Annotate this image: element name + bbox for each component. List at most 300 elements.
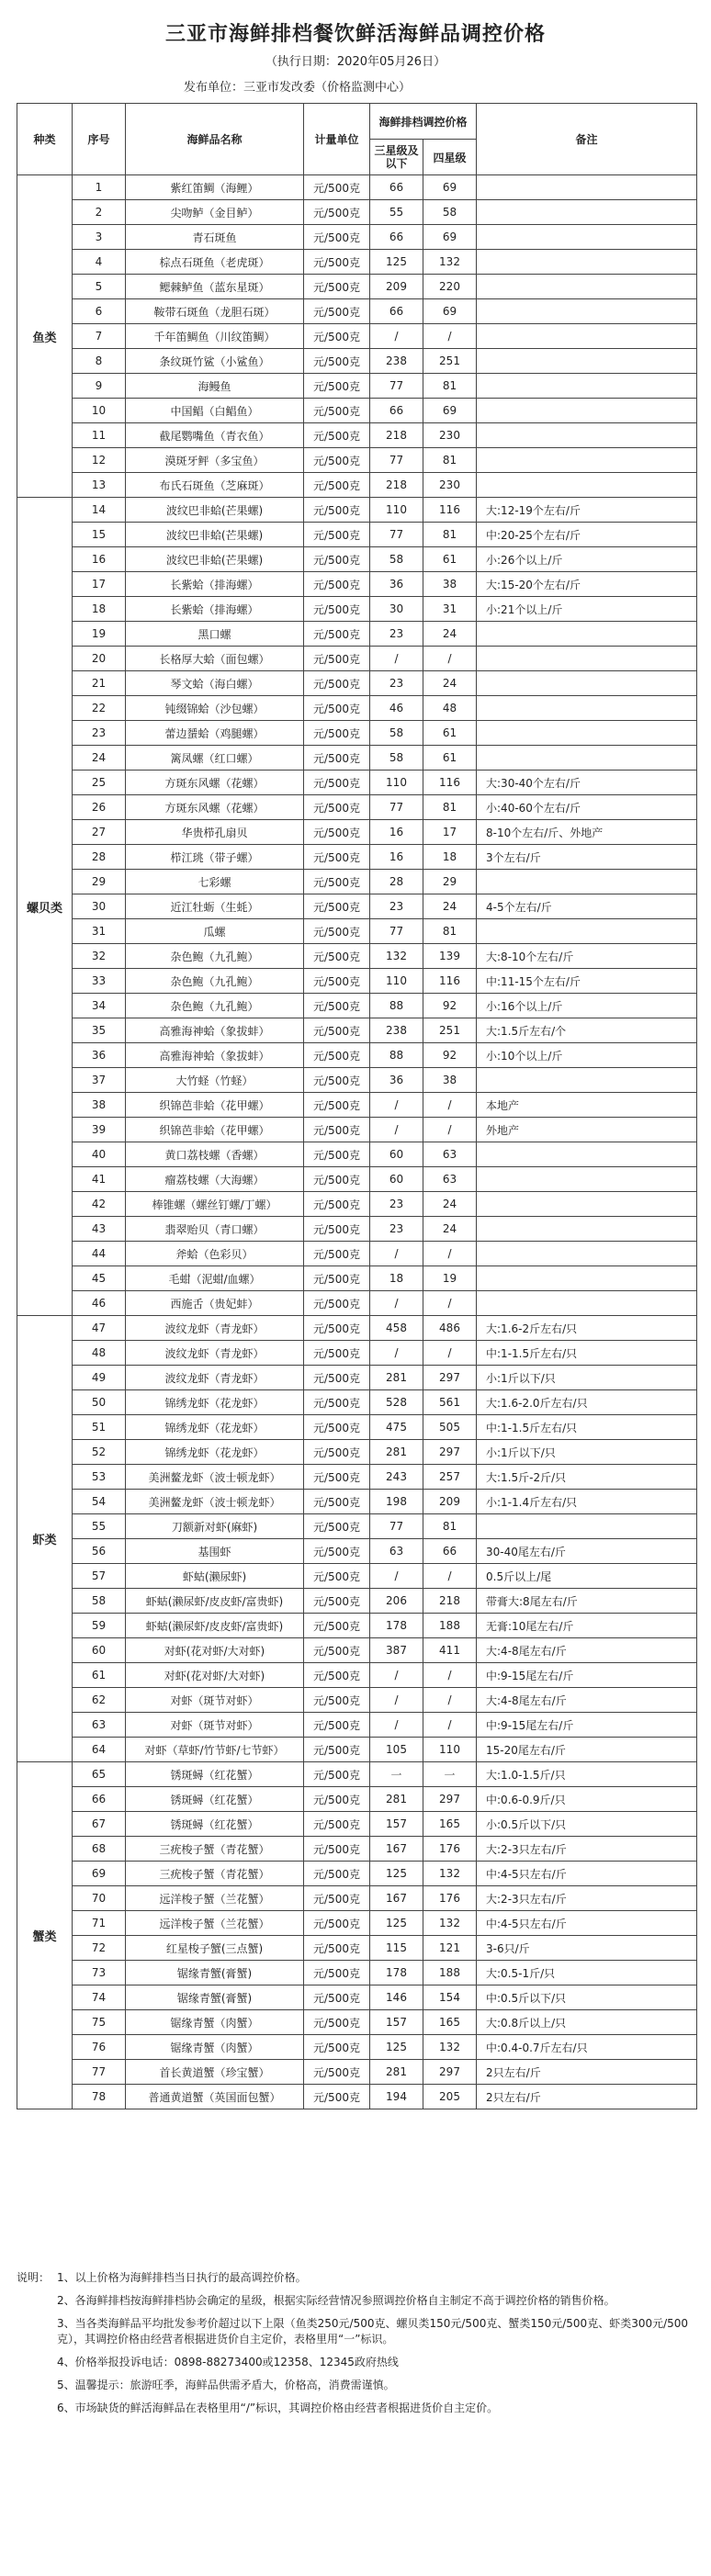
tier3-cell: 475: [370, 1415, 423, 1440]
note-cell: 无膏:10尾左右/斤: [477, 1614, 697, 1638]
table-row: [17, 1465, 697, 1490]
name-cell: 美洲鳌龙虾（波士顿龙虾）: [126, 1490, 304, 1514]
category-cell: 鱼类: [17, 175, 73, 498]
table-row: [17, 324, 697, 349]
tier3-cell: /: [370, 1341, 423, 1366]
index-cell: 66: [73, 1787, 126, 1812]
index-cell: 31: [73, 919, 126, 944]
name-cell: 美洲鳌龙虾（波士顿龙虾）: [126, 1465, 304, 1490]
tier4-cell: 110: [423, 1738, 477, 1762]
index-cell: 28: [73, 845, 126, 870]
index-cell: 8: [73, 349, 126, 374]
note-cell: [477, 423, 697, 448]
index-cell: 46: [73, 1291, 126, 1316]
name-cell: 锯缘青蟹(膏蟹): [126, 1961, 304, 1985]
note-cell: [477, 721, 697, 746]
index-cell: 63: [73, 1713, 126, 1738]
table-row: [17, 647, 697, 671]
table-row: [17, 1266, 697, 1291]
unit-cell: 元/500克: [304, 1490, 370, 1514]
tier3-cell: 46: [370, 696, 423, 721]
index-cell: 18: [73, 597, 126, 622]
name-cell: 鳃棘鲈鱼（蓝东星斑）: [126, 275, 304, 299]
table-row: [17, 1738, 697, 1762]
unit-cell: 元/500克: [304, 1985, 370, 2010]
note-cell: [477, 324, 697, 349]
index-cell: 6: [73, 299, 126, 324]
unit-cell: 元/500克: [304, 473, 370, 498]
note-item: [17, 2270, 696, 2286]
table-row: [17, 820, 697, 845]
tier3-cell: 110: [370, 771, 423, 795]
name-cell: 杂色鲍（九孔鲍）: [126, 944, 304, 969]
unit-cell: 元/500克: [304, 1589, 370, 1614]
name-cell: 锦绣龙虾（花龙虾）: [126, 1440, 304, 1465]
name-cell: 虾蛄(濑尿虾/皮皮虾/富贵虾): [126, 1614, 304, 1638]
name-cell: 钝缀锦蛤（沙包螺）: [126, 696, 304, 721]
table-row: [17, 746, 697, 771]
unit-cell: 元/500克: [304, 399, 370, 423]
note-item: [17, 2316, 696, 2347]
tier3-cell: /: [370, 1564, 423, 1589]
unit-cell: 元/500克: [304, 1638, 370, 1663]
note-cell: 大:1.5斤左右/个: [477, 1018, 697, 1043]
note-cell: 中:0.5斤以下/只: [477, 1985, 697, 2010]
tier3-cell: 243: [370, 1465, 423, 1490]
note-cell: 大:1.6-2.0斤左右/只: [477, 1390, 697, 1415]
tier4-cell: 116: [423, 771, 477, 795]
header-name: 海鲜品名称: [126, 104, 304, 175]
tier3-cell: 125: [370, 2035, 423, 2060]
index-cell: 16: [73, 547, 126, 572]
unit-cell: 元/500克: [304, 1415, 370, 1440]
name-cell: 毛蚶（泥蚶/血螺）: [126, 1266, 304, 1291]
note-text: 5、温馨提示：旅游旺季，海鲜品供需矛盾大，价格高，消费需谨慎。: [57, 2379, 395, 2391]
table-row: [17, 1316, 697, 1341]
tier4-cell: 63: [423, 1167, 477, 1192]
tier3-cell: 58: [370, 746, 423, 771]
name-cell: 近江牡蛎（生蚝）: [126, 894, 304, 919]
unit-cell: 元/500克: [304, 2085, 370, 2109]
tier3-cell: 281: [370, 1787, 423, 1812]
name-cell: 锯缘青蟹（肉蟹）: [126, 2010, 304, 2035]
unit-cell: 元/500克: [304, 1068, 370, 1093]
index-cell: 47: [73, 1316, 126, 1341]
table-row: [17, 2010, 697, 2035]
index-cell: 77: [73, 2060, 126, 2085]
note-cell: 8-10个左右/斤、外地产: [477, 820, 697, 845]
note-cell: 小:1斤以下/只: [477, 1440, 697, 1465]
tier3-cell: /: [370, 324, 423, 349]
index-cell: 52: [73, 1440, 126, 1465]
index-cell: 1: [73, 175, 126, 200]
index-cell: 29: [73, 870, 126, 894]
unit-cell: 元/500克: [304, 200, 370, 225]
table-row: [17, 547, 697, 572]
index-cell: 69: [73, 1862, 126, 1886]
note-cell: 中:1-1.5斤左右/只: [477, 1341, 697, 1366]
note-cell: 30-40尾左右/斤: [477, 1539, 697, 1564]
tier3-cell: 28: [370, 870, 423, 894]
note-cell: [477, 1242, 697, 1266]
note-cell: 本地产: [477, 1093, 697, 1118]
tier4-cell: 251: [423, 1018, 477, 1043]
index-cell: 9: [73, 374, 126, 399]
tier4-cell: 61: [423, 547, 477, 572]
tier4-cell: 17: [423, 820, 477, 845]
note-cell: [477, 175, 697, 200]
tier3-cell: 105: [370, 1738, 423, 1762]
note-text: 1、以上价格为海鲜排档当日执行的最高调控价格。: [57, 2271, 307, 2284]
unit-cell: 元/500克: [304, 1118, 370, 1142]
name-cell: 截尾鹦嘴鱼（青衣鱼）: [126, 423, 304, 448]
note-cell: [477, 1192, 697, 1217]
table-row: [17, 994, 697, 1018]
index-cell: 43: [73, 1217, 126, 1242]
tier3-cell: 23: [370, 1192, 423, 1217]
name-cell: 对虾（斑节对虾）: [126, 1713, 304, 1738]
unit-cell: 元/500克: [304, 1862, 370, 1886]
index-cell: 64: [73, 1738, 126, 1762]
tier4-cell: 230: [423, 473, 477, 498]
index-cell: 11: [73, 423, 126, 448]
unit-cell: 元/500克: [304, 1043, 370, 1068]
name-cell: 锦绣龙虾（花龙虾）: [126, 1415, 304, 1440]
name-cell: 波纹巴非蛤(芒果螺): [126, 547, 304, 572]
name-cell: 波纹巴非蛤(芒果螺): [126, 523, 304, 547]
tier4-cell: 18: [423, 845, 477, 870]
tier3-cell: 218: [370, 473, 423, 498]
table-row: [17, 671, 697, 696]
table-row: [17, 1341, 697, 1366]
table-row: [17, 696, 697, 721]
unit-cell: 元/500克: [304, 2010, 370, 2035]
unit-cell: 元/500克: [304, 1291, 370, 1316]
tier4-cell: 139: [423, 944, 477, 969]
note-cell: 大:12-19个左右/斤: [477, 498, 697, 523]
index-cell: 24: [73, 746, 126, 771]
unit-cell: 元/500克: [304, 1614, 370, 1638]
tier3-cell: 77: [370, 1514, 423, 1539]
table-row: [17, 423, 697, 448]
index-cell: 40: [73, 1142, 126, 1167]
note-cell: [477, 1068, 697, 1093]
table-row: [17, 1415, 697, 1440]
tier4-cell: 92: [423, 1043, 477, 1068]
unit-cell: 元/500克: [304, 795, 370, 820]
name-cell: 远洋梭子蟹（兰花蟹）: [126, 1886, 304, 1911]
header-tier4: 四星级: [423, 140, 477, 175]
tier4-cell: 81: [423, 374, 477, 399]
page-title: 三亚市海鲜排档餐饮鲜活海鲜品调控价格: [164, 23, 546, 46]
note-cell: 小:1斤以下/只: [477, 1366, 697, 1390]
name-cell: 方斑东风螺（花螺）: [126, 771, 304, 795]
tier3-cell: 36: [370, 1068, 423, 1093]
tier4-cell: /: [423, 1118, 477, 1142]
tier4-cell: 一: [423, 1762, 477, 1787]
name-cell: 三疣梭子蟹（青花蟹）: [126, 1862, 304, 1886]
name-cell: 尖吻鲈（金目鲈）: [126, 200, 304, 225]
tier3-cell: /: [370, 1663, 423, 1688]
tier4-cell: 297: [423, 1366, 477, 1390]
table-row: [17, 1291, 697, 1316]
note-cell: 中:9-15尾左右/斤: [477, 1713, 697, 1738]
tier3-cell: 146: [370, 1985, 423, 2010]
tier3-cell: 281: [370, 1366, 423, 1390]
tier4-cell: 81: [423, 523, 477, 547]
note-cell: 小:40-60个左右/斤: [477, 795, 697, 820]
name-cell: 首长黄道蟹（珍宝蟹）: [126, 2060, 304, 2085]
name-cell: 千年笛鲷鱼（川纹笛鲷）: [126, 324, 304, 349]
tier3-cell: 23: [370, 1217, 423, 1242]
name-cell: 锯缘青蟹(膏蟹): [126, 1985, 304, 2010]
table-row: [17, 2085, 697, 2109]
tier4-cell: 251: [423, 349, 477, 374]
tier4-cell: 188: [423, 1614, 477, 1638]
tier3-cell: 88: [370, 1043, 423, 1068]
index-cell: 38: [73, 1093, 126, 1118]
note-cell: [477, 1217, 697, 1242]
table-row: [17, 1812, 697, 1837]
unit-cell: 元/500克: [304, 275, 370, 299]
index-cell: 70: [73, 1886, 126, 1911]
unit-cell: 元/500克: [304, 845, 370, 870]
tier4-cell: 165: [423, 2010, 477, 2035]
note-cell: 3-6只/斤: [477, 1936, 697, 1961]
unit-cell: 元/500克: [304, 1390, 370, 1415]
tier4-cell: 297: [423, 1787, 477, 1812]
name-cell: 波纹龙虾（青龙虾）: [126, 1316, 304, 1341]
tier3-cell: 23: [370, 622, 423, 647]
table-row: [17, 1043, 697, 1068]
unit-cell: 元/500克: [304, 349, 370, 374]
table-row: [17, 1564, 697, 1589]
tier3-cell: 77: [370, 374, 423, 399]
index-cell: 3: [73, 225, 126, 250]
index-cell: 19: [73, 622, 126, 647]
table-row: [17, 1961, 697, 1985]
index-cell: 49: [73, 1366, 126, 1390]
table-row: [17, 1762, 697, 1787]
name-cell: 锈斑蟳（红花蟹）: [126, 1787, 304, 1812]
index-cell: 73: [73, 1961, 126, 1985]
index-cell: 20: [73, 647, 126, 671]
table-row: [17, 523, 697, 547]
tier4-cell: 505: [423, 1415, 477, 1440]
note-cell: 大:1.6-2斤左右/只: [477, 1316, 697, 1341]
note-text: 2、各海鲜排档按海鲜排档协会确定的星级，根据实际经营情况参照调控价格自主制定不高于调控价格的销售价格。: [57, 2294, 615, 2307]
note-cell: 小:10个以上/斤: [477, 1043, 697, 1068]
index-cell: 68: [73, 1837, 126, 1862]
table-row: [17, 1688, 697, 1713]
tier4-cell: 132: [423, 1911, 477, 1936]
index-cell: 32: [73, 944, 126, 969]
table-row: [17, 1242, 697, 1266]
tier4-cell: 61: [423, 721, 477, 746]
tier4-cell: 69: [423, 299, 477, 324]
tier3-cell: 66: [370, 225, 423, 250]
note-cell: 0.5斤以上/尾: [477, 1564, 697, 1589]
note-cell: 大:15-20个左右/斤: [477, 572, 697, 597]
name-cell: 条纹斑竹鲨（小鲨鱼）: [126, 349, 304, 374]
name-cell: 高雅海神蛤（象拔蚌）: [126, 1043, 304, 1068]
note-cell: 大:1.0-1.5斤/只: [477, 1762, 697, 1787]
tier3-cell: 167: [370, 1886, 423, 1911]
table-row: [17, 1985, 697, 2010]
tier3-cell: 387: [370, 1638, 423, 1663]
table-row: [17, 1068, 697, 1093]
tier4-cell: 116: [423, 969, 477, 994]
table-row: [17, 1886, 697, 1911]
unit-cell: 元/500克: [304, 870, 370, 894]
note-cell: 中:9-15尾左右/斤: [477, 1663, 697, 1688]
name-cell: 刀额新对虾(麻虾): [126, 1514, 304, 1539]
index-cell: 36: [73, 1043, 126, 1068]
note-cell: [477, 696, 697, 721]
index-cell: 51: [73, 1415, 126, 1440]
table-row: [17, 299, 697, 324]
index-cell: 72: [73, 1936, 126, 1961]
tier3-cell: 209: [370, 275, 423, 299]
tier3-cell: 178: [370, 1614, 423, 1638]
tier4-cell: 69: [423, 399, 477, 423]
note-cell: [477, 622, 697, 647]
unit-cell: 元/500克: [304, 1564, 370, 1589]
tier3-cell: 58: [370, 547, 423, 572]
tier3-cell: 198: [370, 1490, 423, 1514]
name-cell: 织锦芭非蛤（花甲螺）: [126, 1118, 304, 1142]
name-cell: 三疣梭子蟹（青花蟹）: [126, 1837, 304, 1862]
tier3-cell: 60: [370, 1142, 423, 1167]
unit-cell: 元/500克: [304, 374, 370, 399]
tier4-cell: 561: [423, 1390, 477, 1415]
name-cell: 杂色鲍（九孔鲍）: [126, 969, 304, 994]
name-cell: 华贵栉孔扇贝: [126, 820, 304, 845]
index-cell: 71: [73, 1911, 126, 1936]
name-cell: 栉江珧（带子螺）: [126, 845, 304, 870]
index-cell: 56: [73, 1539, 126, 1564]
note-cell: 小:21个以上/斤: [477, 597, 697, 622]
name-cell: 西施舌（贵妃蚌）: [126, 1291, 304, 1316]
name-cell: 七彩螺: [126, 870, 304, 894]
tier4-cell: 132: [423, 1862, 477, 1886]
tier4-cell: /: [423, 1291, 477, 1316]
index-cell: 55: [73, 1514, 126, 1539]
note-item: [17, 2355, 696, 2370]
unit-cell: 元/500克: [304, 994, 370, 1018]
unit-cell: 元/500克: [304, 1713, 370, 1738]
unit-cell: 元/500克: [304, 1018, 370, 1043]
tier4-cell: 205: [423, 2085, 477, 2109]
table-row: [17, 473, 697, 498]
tier4-cell: /: [423, 324, 477, 349]
header-category: 种类: [17, 104, 73, 175]
note-cell: 小:16个以上/斤: [477, 994, 697, 1018]
index-cell: 10: [73, 399, 126, 423]
table-row: [17, 399, 697, 423]
tier4-cell: /: [423, 1093, 477, 1118]
name-cell: 普通黄道蟹（英国面包蟹）: [126, 2085, 304, 2109]
tier4-cell: 132: [423, 250, 477, 275]
unit-cell: 元/500克: [304, 1911, 370, 1936]
note-cell: 大:4-8尾左右/斤: [477, 1638, 697, 1663]
index-cell: 48: [73, 1341, 126, 1366]
header-index: 序号: [73, 104, 126, 175]
note-item: [17, 2293, 696, 2309]
name-cell: 锈斑蟳（红花蟹）: [126, 1762, 304, 1787]
unit-cell: 元/500克: [304, 1837, 370, 1862]
note-cell: 大:1.5斤-2斤/只: [477, 1465, 697, 1490]
tier3-cell: 125: [370, 1911, 423, 1936]
tier3-cell: 157: [370, 2010, 423, 2035]
note-cell: 中:0.4-0.7斤左右/只: [477, 2035, 697, 2060]
tier3-cell: 23: [370, 671, 423, 696]
note-cell: 4-5个左右/斤: [477, 894, 697, 919]
tier3-cell: 528: [370, 1390, 423, 1415]
tier4-cell: 24: [423, 1192, 477, 1217]
tier4-cell: 81: [423, 919, 477, 944]
table-row: [17, 1663, 697, 1688]
tier3-cell: 218: [370, 423, 423, 448]
index-cell: 57: [73, 1564, 126, 1589]
unit-cell: 元/500克: [304, 1093, 370, 1118]
tier3-cell: 30: [370, 597, 423, 622]
name-cell: 波纹龙虾（青龙虾）: [126, 1341, 304, 1366]
header-tier3: 三星级及以下: [370, 140, 423, 175]
tier3-cell: 77: [370, 919, 423, 944]
table-row: [17, 1093, 697, 1118]
note-cell: [477, 671, 697, 696]
note-cell: 2只左右/斤: [477, 2060, 697, 2085]
index-cell: 54: [73, 1490, 126, 1514]
unit-cell: 元/500克: [304, 1341, 370, 1366]
unit-cell: 元/500克: [304, 597, 370, 622]
name-cell: 漠斑牙鲆（多宝鱼）: [126, 448, 304, 473]
tier4-cell: 411: [423, 1638, 477, 1663]
tier3-cell: 77: [370, 795, 423, 820]
note-cell: [477, 225, 697, 250]
tier4-cell: 297: [423, 1440, 477, 1465]
category-cell: 蟹类: [17, 1762, 73, 2109]
table-row: [17, 944, 697, 969]
note-cell: 带膏大:8尾左右/斤: [477, 1589, 697, 1614]
tier4-cell: 218: [423, 1589, 477, 1614]
tier3-cell: 一: [370, 1762, 423, 1787]
unit-cell: 元/500克: [304, 175, 370, 200]
note-cell: [477, 349, 697, 374]
table-row: [17, 1837, 697, 1862]
name-cell: 瓜螺: [126, 919, 304, 944]
unit-cell: 元/500克: [304, 1316, 370, 1341]
tier3-cell: 115: [370, 1936, 423, 1961]
index-cell: 76: [73, 2035, 126, 2060]
name-cell: 斧蛤（色彩贝）: [126, 1242, 304, 1266]
unit-cell: 元/500克: [304, 250, 370, 275]
table-row: [17, 969, 697, 994]
unit-cell: 元/500克: [304, 423, 370, 448]
note-cell: 中:11-15个左右/斤: [477, 969, 697, 994]
tier3-cell: 77: [370, 523, 423, 547]
notes-section: [17, 2270, 696, 2424]
tier4-cell: 188: [423, 1961, 477, 1985]
tier4-cell: 66: [423, 1539, 477, 1564]
tier3-cell: 281: [370, 2060, 423, 2085]
tier3-cell: 66: [370, 175, 423, 200]
unit-cell: 元/500克: [304, 1142, 370, 1167]
table-row: [17, 622, 697, 647]
table-row: [17, 374, 697, 399]
unit-cell: 元/500克: [304, 2060, 370, 2085]
